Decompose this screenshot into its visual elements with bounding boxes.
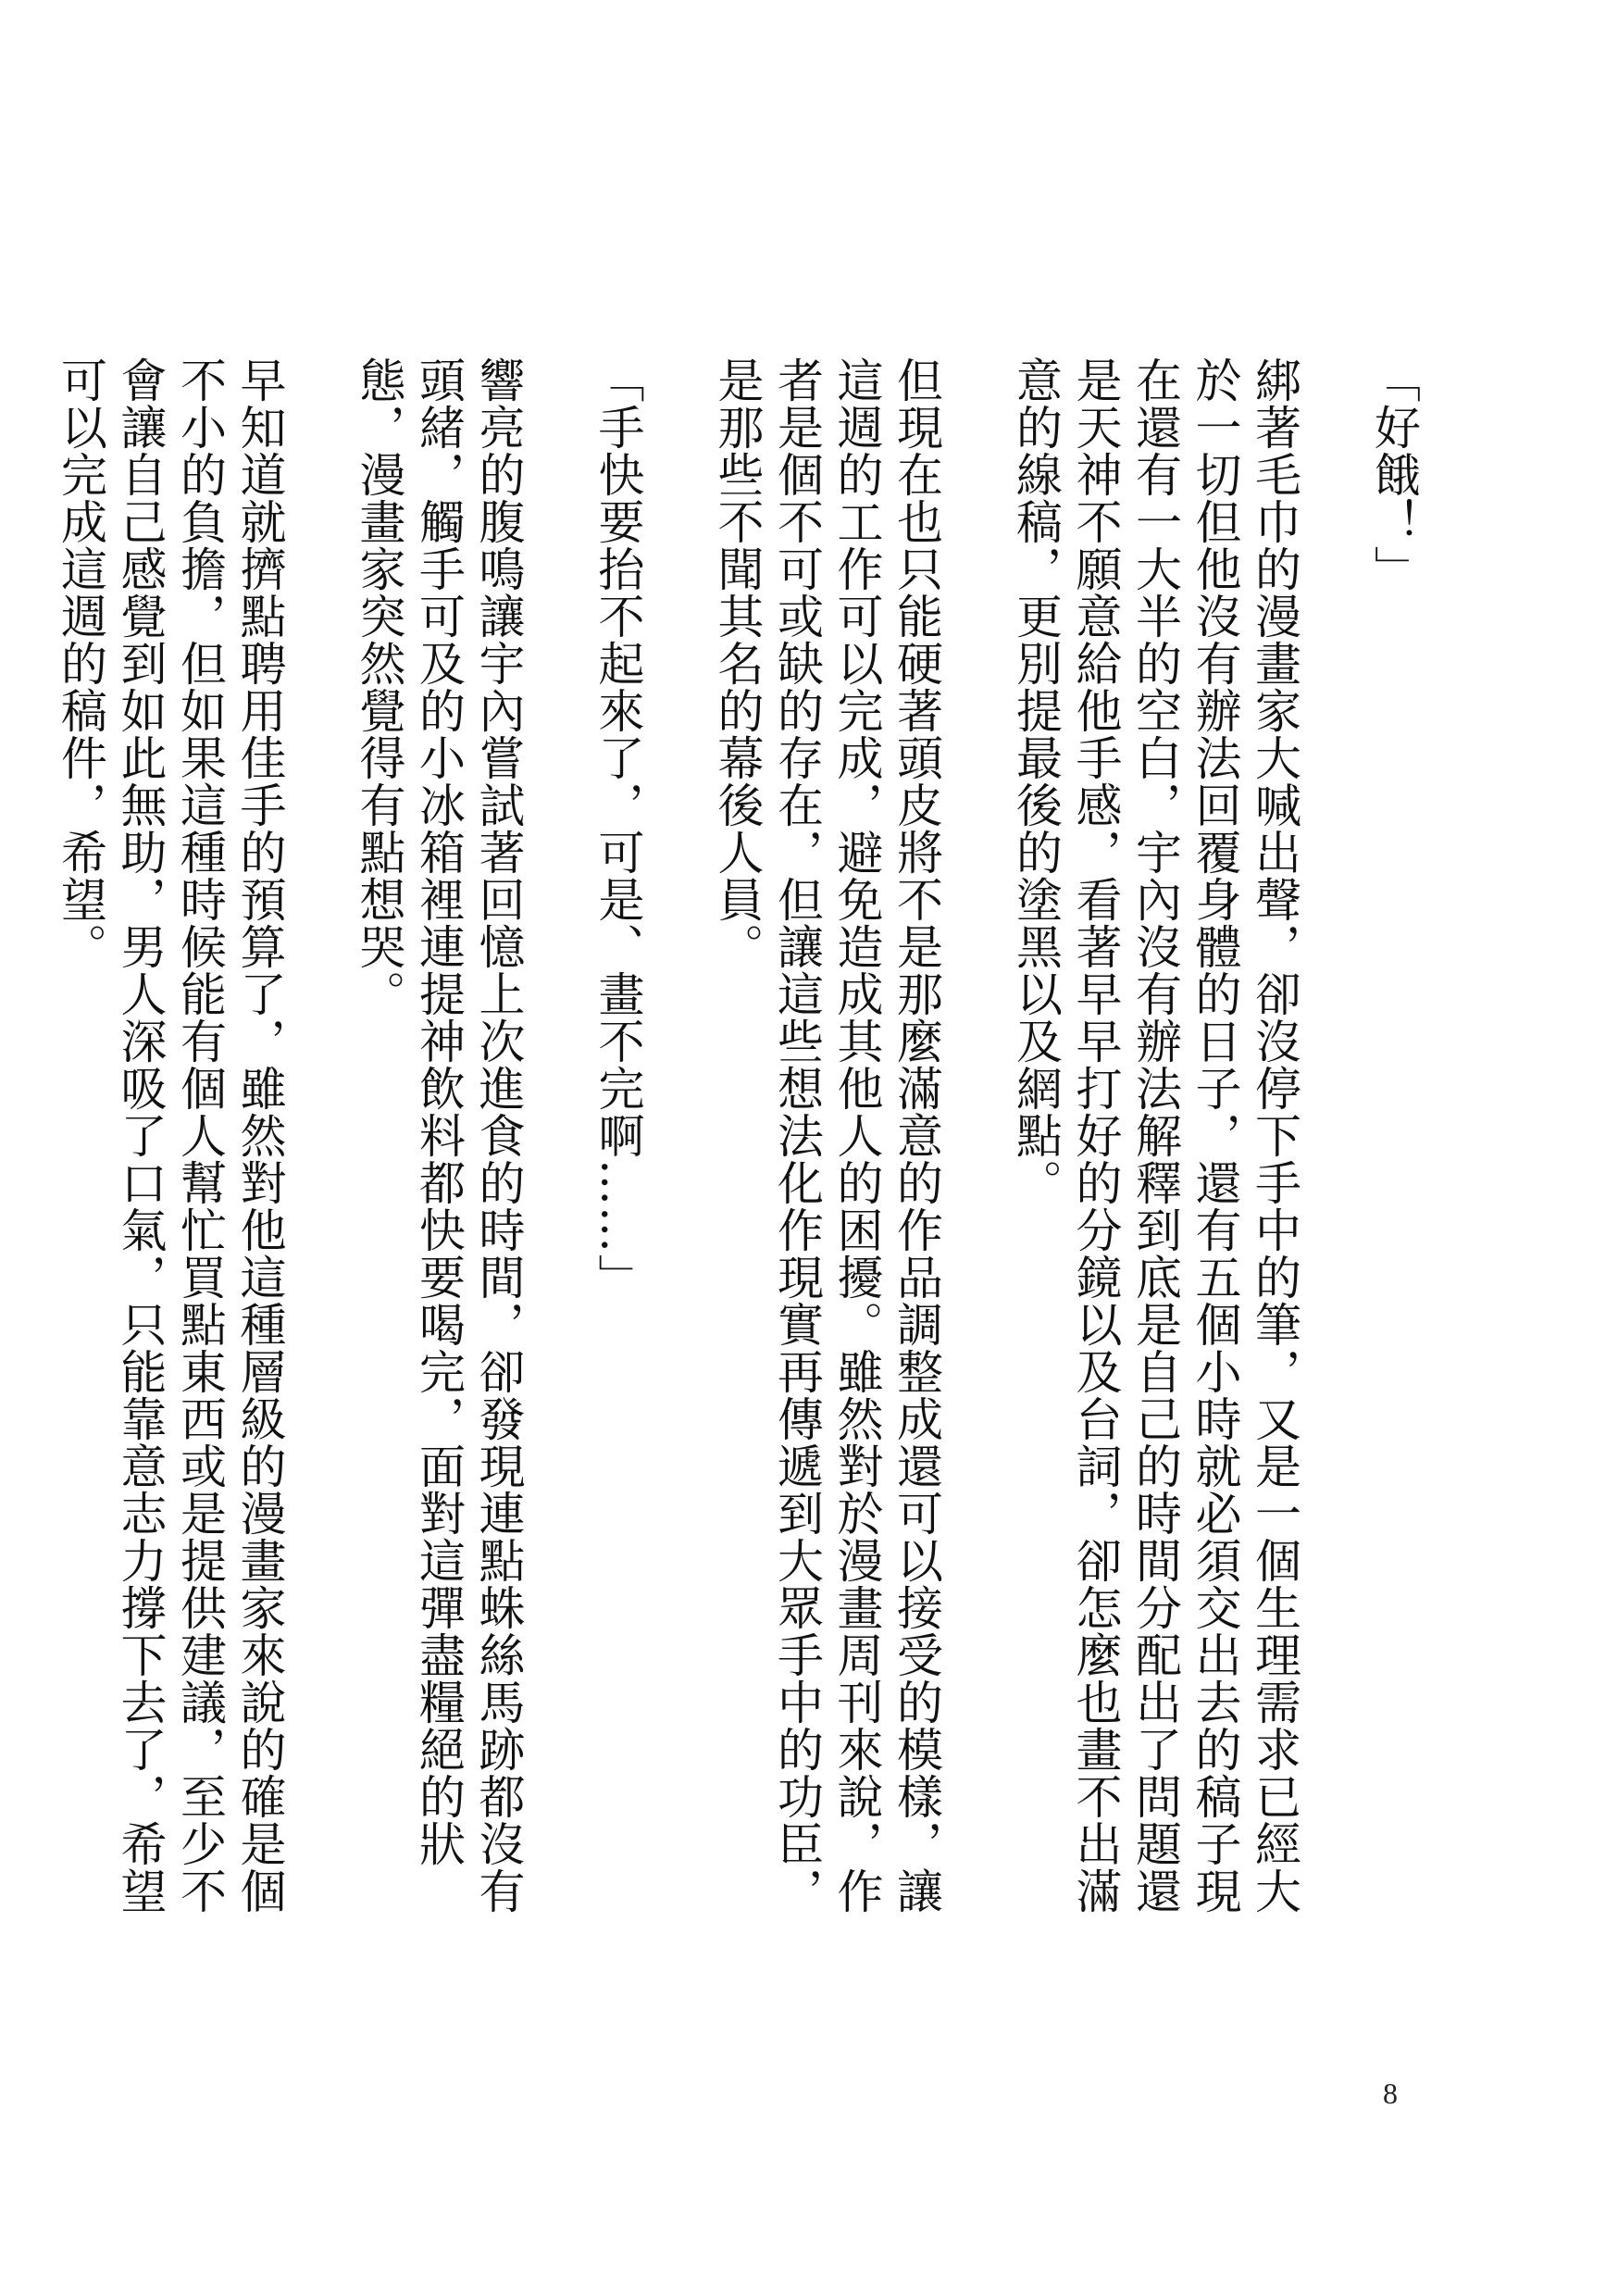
paragraph-narration-2: 但現在也只能硬著頭皮將不是那麼滿意的作品調整成還可以接受的模樣，讓這週的工作可以完成，避免造成其他人的困擾。雖然對於漫畫周刊來說，作者是個不可或缺的存在，但讓這些想法化作現實再傳遞到大眾手中的功臣，是那些不聞其名的幕後人員。 xyxy=(710,356,943,1915)
paragraph-narration-3: 響亮的腹鳴讓宇內嘗試著回憶上次進食的時間，卻發現連點蛛絲馬跡都沒有頭緒，觸手可及的小冰箱裡連提神飲料都快要喝完，面對這彈盡糧絕的狀態，漫畫家突然覺得有點想哭。 xyxy=(352,356,526,1915)
paragraph-dialogue-hands: 「手快要抬不起來了，可是、畫不完啊……」 xyxy=(591,356,645,1301)
paragraph-narration-1: 綁著毛巾的漫畫家大喊出聲，卻沒停下手中的筆，又是一個生理需求已經大於一切但他沒有辦法回覆身體的日子，還有五個小時就必須交出去的稿子現在還有一大半的空白，宇內沒有辦法解釋到底是自己的時間分配出了問題還是天神不願意給他手感，看著早早打好的分鏡以及台詞，卻怎麼也畫不出滿意的線稿，更別提最後的塗黑以及網點。 xyxy=(1009,356,1301,1915)
paragraph-spacer xyxy=(290,356,350,1930)
page-number: 8 xyxy=(1383,2077,1398,2110)
vertical-text-body xyxy=(51,356,1425,1930)
paragraph-spacer xyxy=(529,356,589,1930)
paragraph-dialogue-hungry: 「好餓！」 xyxy=(1367,356,1421,593)
paragraph-spacer xyxy=(946,356,1006,1930)
paragraph-narration-4: 早知道就擠點聘用佳手的預算了，雖然對他這種層級的漫畫家來說的確是個不小的負擔，但如果這種時候能有個人幫忙買點東西或是提供建議，至少不會讓自己感覺到如此無助，男人深吸了口氣，只能靠意志力撐下去了，希望可以完成這週的稿件，希望。 xyxy=(54,356,287,1915)
paragraph-spacer xyxy=(648,356,708,1930)
paragraph-spacer xyxy=(1304,356,1364,1930)
